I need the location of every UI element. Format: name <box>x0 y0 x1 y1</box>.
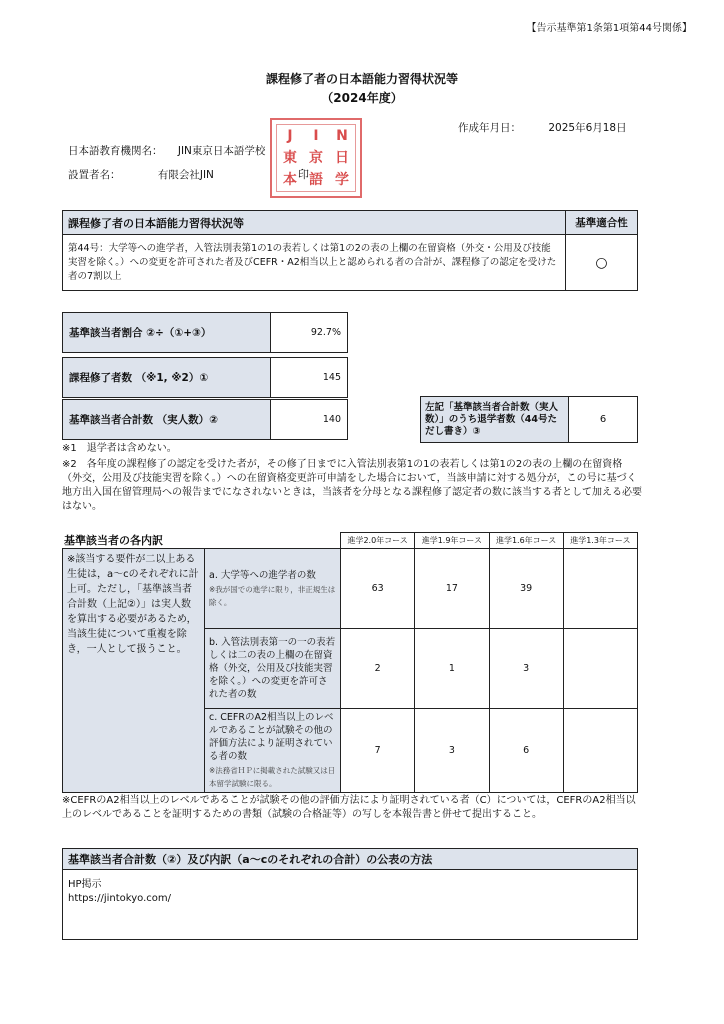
created-label: 作成年月日： <box>458 122 521 134</box>
seal-char: 本 <box>283 172 297 188</box>
row-a-value: 39 <box>489 549 563 629</box>
seal-char: 東 <box>283 150 297 166</box>
seal-mark: 印 <box>298 168 309 181</box>
qualified-row <box>63 400 348 440</box>
row-b-value: 3 <box>489 629 563 709</box>
founder-label: 設置者名： <box>68 169 121 181</box>
row-b-label: b. 入管法別表第一の一の表若しくは二の表の上欄の在留資格（外交，公用及び技能実習を除く。）への変更を許可された者の数 <box>209 637 336 700</box>
row-c-value <box>563 709 637 793</box>
reference-label: 【告示基準第1条第1項第44号関係】 <box>526 23 692 34</box>
row-a-value: 63 <box>341 549 415 629</box>
withdrawn-table <box>420 396 638 443</box>
seal-char: 京 <box>309 150 323 166</box>
row-c-sub: ※法務省ＨＰに掲載された試験又は日本留学試験に限る。 <box>209 766 336 788</box>
status-row <box>63 235 638 291</box>
conformity-header: 基準適合性 <box>566 211 638 235</box>
row-b-value <box>563 629 637 709</box>
ratio-value: 92.7% <box>271 313 348 353</box>
row-a-sub: ※我が国での進学に限り，非正規生は除く。 <box>209 584 336 607</box>
status-header: 課程修了者の日本語能力習得状況等 <box>63 211 566 235</box>
status-header-row <box>63 211 638 235</box>
course-header: 進学2.0年コース <box>341 533 415 549</box>
note-1: ※1 退学者は含めない。 <box>62 443 177 454</box>
row-c-value: 3 <box>415 709 489 793</box>
breakdown-header-row <box>63 533 638 549</box>
qualified-label: 基準該当者合計数 （実人数）② <box>63 400 271 440</box>
row-a-value: 17 <box>415 549 489 629</box>
note-3: ※CEFRのA2相当以上のレベルであることが試験その他の評価方法により証明されている者（C）については，CEFRのA2相当以上のレベルであることを証明するための書類（試験の合格証等）の写しを本報告書と併せて提出すること。 <box>62 795 636 820</box>
publish-body-row <box>63 870 638 940</box>
completed-label: 課程修了者数 （※1, ※2）① <box>63 358 271 398</box>
publish-header-row <box>63 849 638 870</box>
row-c-value: 7 <box>341 709 415 793</box>
status-text: 第44号：大学等への進学者，入管法別表第1の1の表若しくは第1の2の表の上欄の在留資格（外交・公用及び技能実習を除く。）への変更を許可された者及びCEFR・A2相当以上と認められる者の合計が、課程修了の認定を受けた者の7割以上 <box>63 235 566 291</box>
publish-body <box>63 870 638 940</box>
qualified-value: 140 <box>271 400 348 440</box>
breakdown-row-a <box>63 549 638 629</box>
row-c-label-cell <box>205 709 341 793</box>
note-2: ※2 各年度の課程修了の認定を受けた者が，その修了日までに入管法別表第1の1の表若しくは第1の2の表の上欄の在留資格（外交，公用及び技能実習を除く。）への在留資格変更許可申請をした場合において，当該申請に対する処分が，この号に基づく地方出入国在留管理局への報告までになされないときは，当該者を分母となる課程修了認定者の数に該当する者として加える必要はない。 <box>62 459 642 512</box>
seal-char: 語 <box>309 172 323 188</box>
row-a-label-cell <box>205 549 341 629</box>
created-date-row <box>458 120 627 135</box>
row-b-value: 2 <box>341 629 415 709</box>
completed-value: 145 <box>271 358 348 398</box>
seal-char: J <box>287 128 293 144</box>
publish-method: HP掲示 <box>68 879 102 890</box>
breakdown-blank-cell <box>205 533 341 549</box>
seal-char: N <box>336 128 348 144</box>
publish-url[interactable]: https://jintokyo.com/ <box>68 893 171 904</box>
withdrawn-row <box>421 397 638 443</box>
publish-table <box>62 848 638 940</box>
institution-row <box>68 143 265 158</box>
breakdown-title: 基準該当者の各内訳 <box>64 534 163 547</box>
institution-label: 日本語教育機関名： <box>68 145 163 157</box>
row-b-label-cell <box>205 629 341 709</box>
created-date: 2025年6月18日 <box>548 122 627 134</box>
school-seal <box>270 118 362 198</box>
founder-row <box>68 167 214 182</box>
row-a-value <box>563 549 637 629</box>
course-header: 進学1.6年コース <box>489 533 563 549</box>
breakdown-blank-cell <box>63 533 205 549</box>
publish-header: 基準該当者合計数（②）及び内訳（a～cのそれぞれの合計）の公表の方法 <box>63 849 638 870</box>
completed-row <box>63 358 348 398</box>
qualified-table <box>62 399 348 440</box>
row-c-label: c. CEFRのA2相当以上のレベルであることが試験その他の評価方法により証明されている者の数 <box>209 712 334 762</box>
withdrawn-label: 左記「基準該当者合計数（実人数）」のうち退学者数（44号ただし書き）③ <box>421 397 569 443</box>
seal-char: 学 <box>335 172 349 188</box>
seal-chars <box>276 124 356 192</box>
status-table <box>62 210 638 291</box>
withdrawn-value: 6 <box>569 397 638 443</box>
page-title: 課程修了者の日本語能力習得状況等 <box>265 72 458 86</box>
row-a-label: a. 大学等への進学者の数 <box>209 569 316 581</box>
founder-name: 有限会社JIN <box>157 169 214 181</box>
breakdown-left-note: ※該当する要件が二以上ある生徒は，a～cのそれぞれに計上可。ただし，「基準該当者合計数（上記②）」は実人数を算出する必要があるため，当該生徒について重複を除き，一人として扱うこと。 <box>63 549 205 793</box>
row-c-value: 6 <box>489 709 563 793</box>
completed-table <box>62 357 348 398</box>
year-label: （2024年度） <box>321 91 403 105</box>
seal-char: 日 <box>335 150 349 166</box>
seal-char: I <box>313 128 319 144</box>
ratio-row <box>63 313 348 353</box>
ratio-label: 基準該当者割合 ②÷（①+③） <box>63 313 271 353</box>
institution-name: JIN東京日本語学校 <box>177 145 266 157</box>
conformity-value: ○ <box>566 235 638 291</box>
course-header: 進学1.9年コース <box>415 533 489 549</box>
row-b-value: 1 <box>415 629 489 709</box>
course-header: 進学1.3年コース <box>563 533 637 549</box>
ratio-table <box>62 312 348 353</box>
breakdown-table <box>62 532 638 793</box>
